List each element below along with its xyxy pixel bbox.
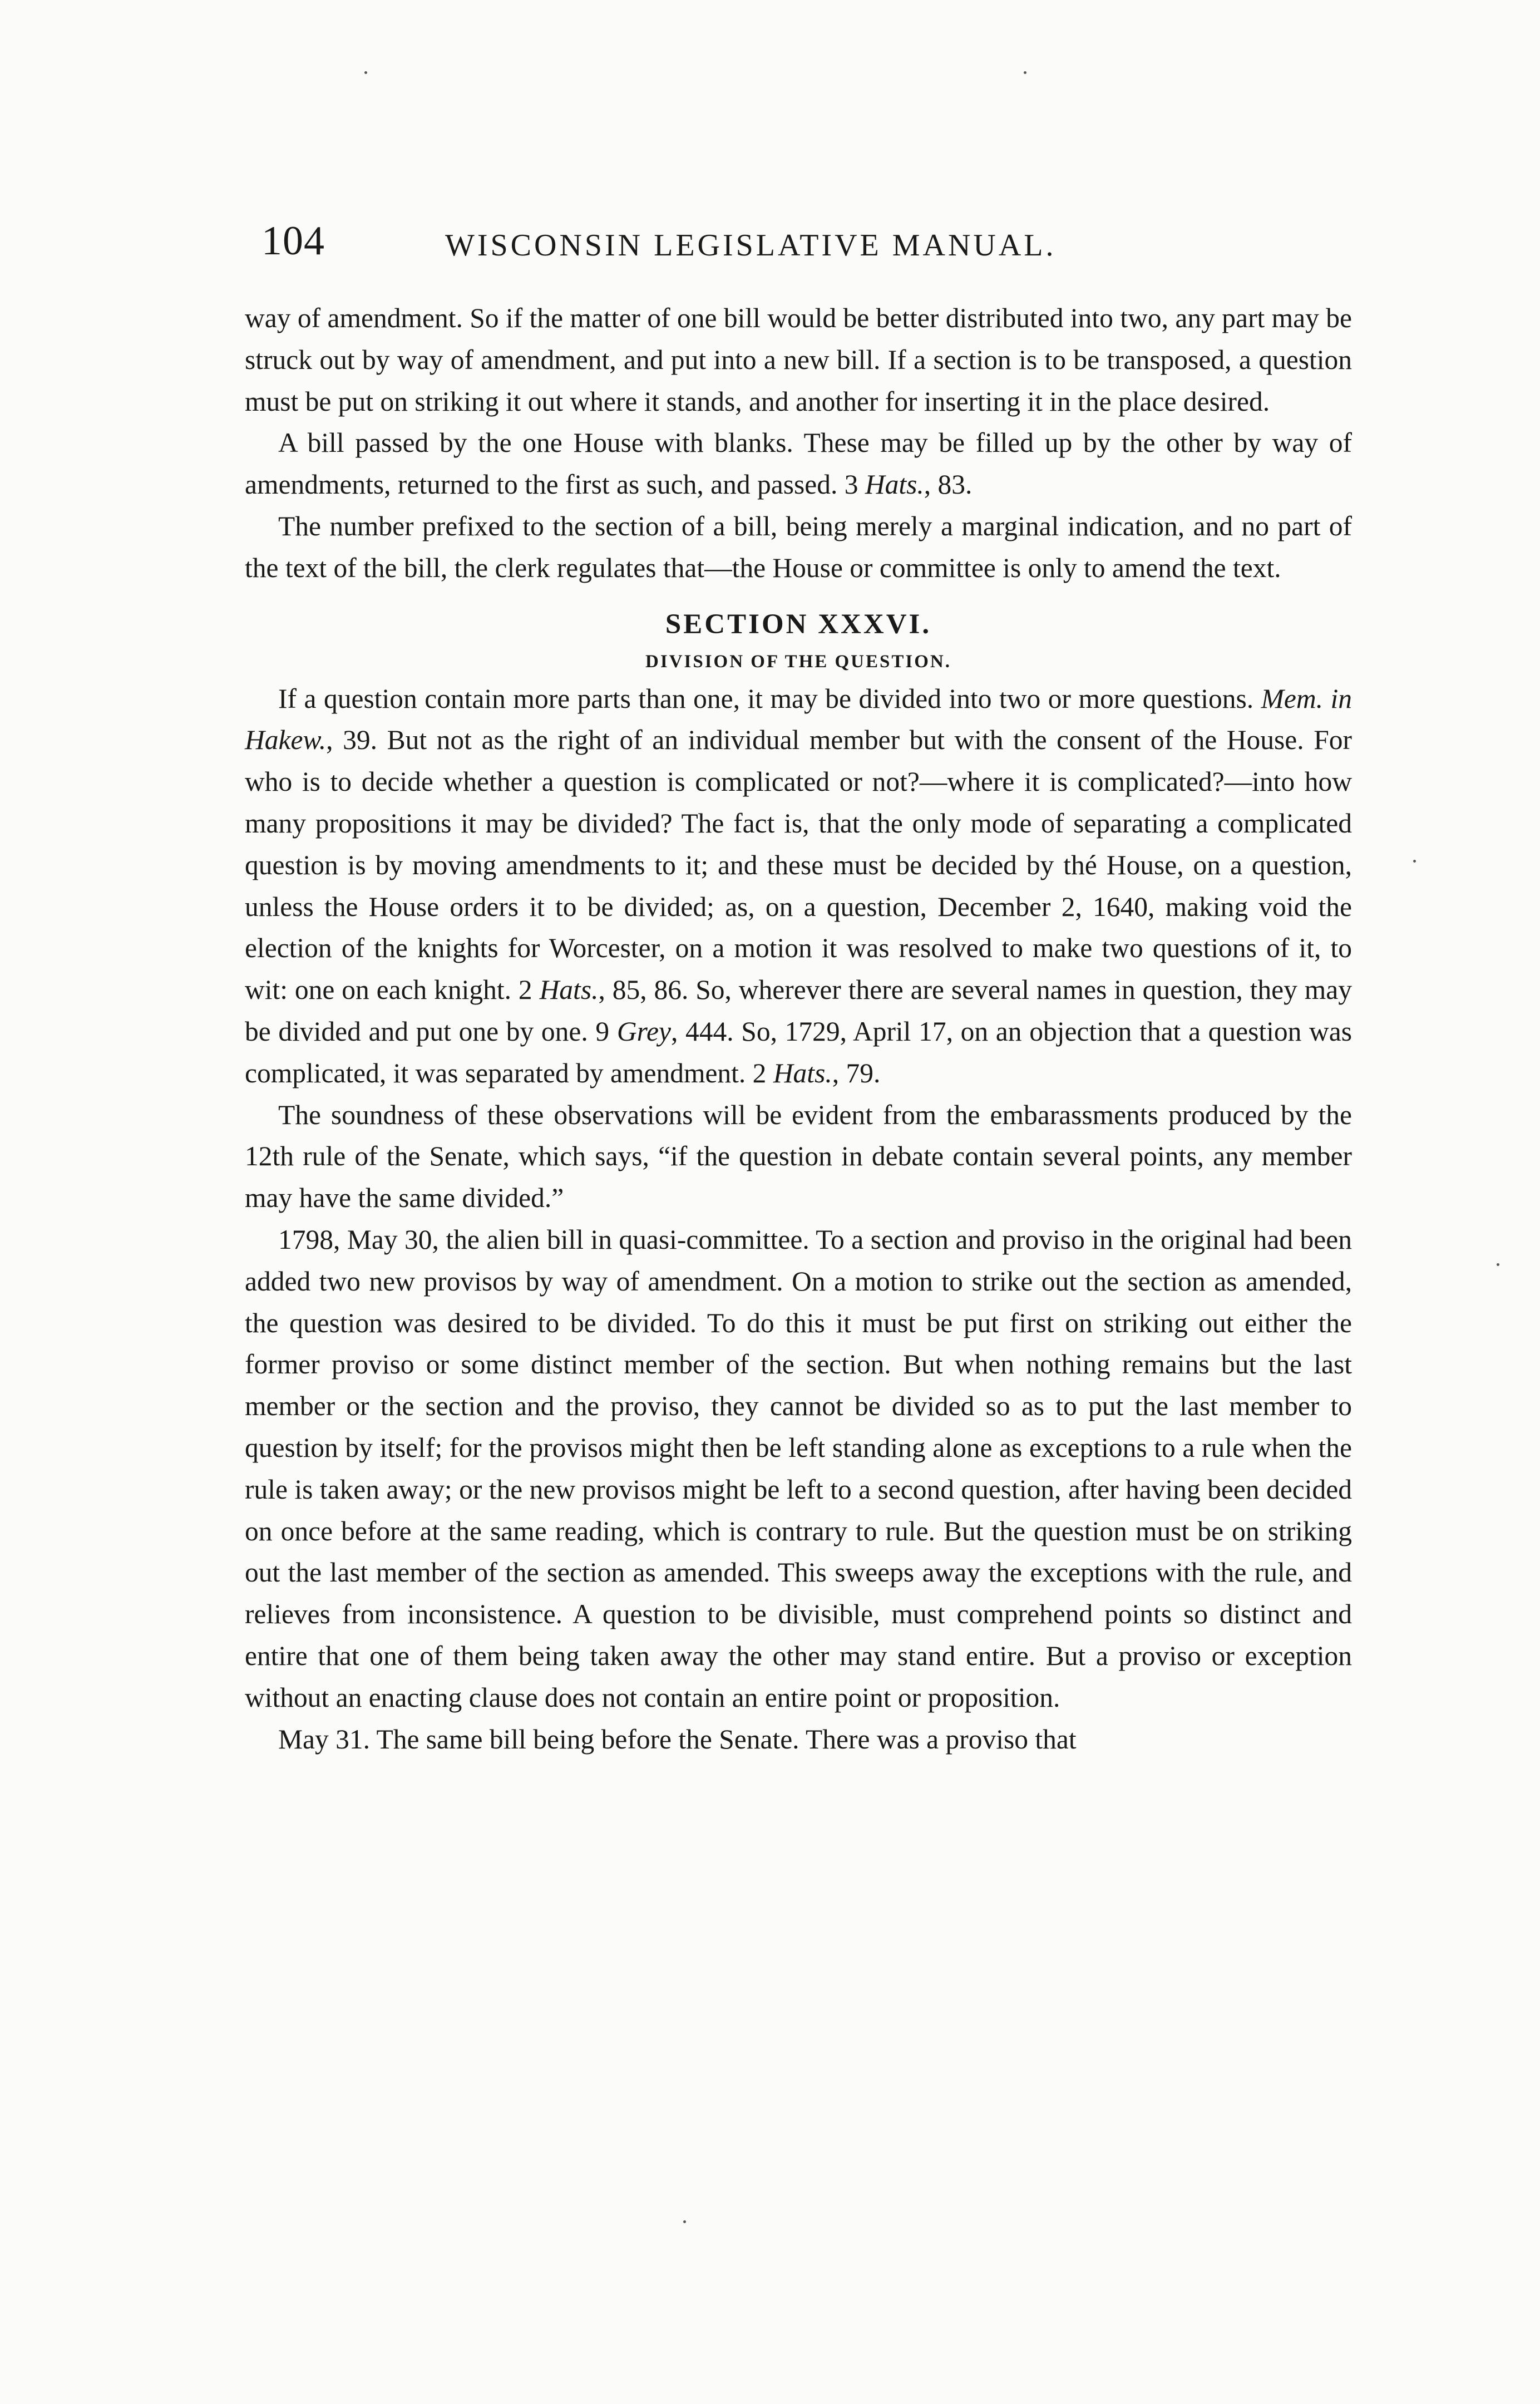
paragraph-bill-with-blanks: [245, 422, 1352, 506]
citation: Hats.: [865, 469, 924, 500]
paragraph-alien-bill: 1798, May 30, the alien bill in quasi-committee. To a section and proviso in the original had been added two new provisos by way of amendment. On a motion to strike out the section as amended, the question was desired to be divided. To do this it must be put first on striking out either the former proviso or some distinct member of the section. But when nothing remains but the last member or the section and the proviso, they cannot be divided so as to put the last member to question by itself; for the provisos might then be left standing alone as exceptions to a rule when the rule is taken away; or the new provisos might be left to a second question, after having been decided on once before at the same reading, which is contrary to rule. But the question must be on striking out the last member of the section as amended. This sweeps away the exceptions with the rule, and relieves from inconsistence. A question to be divisible, must comprehend points so distinct and entire that one of them being taken away the other may stand entire. But a proviso or exception without an enacting clause does not contain an entire point or proposition.: [245, 1224, 1352, 1713]
citation: Hats.: [539, 974, 599, 1006]
text-run: , 85, 86. So, wherever there are several names in question, they may be divided and put one by one. 9: [245, 974, 1352, 1047]
text-run: , 79.: [832, 1057, 881, 1088]
text-run: , 444. So, 1729, April 17, on an objection that a question was complicated, it was separated by amendment. 2: [245, 1016, 1352, 1088]
page-header: [261, 210, 1352, 272]
scan-speck: [1497, 1263, 1499, 1266]
paragraph-section-number: The number prefixed to the section of a bill, being merely a marginal indication, and no part of the text of the bill, the clerk regulates that—the House or committee is only to amend the text.: [245, 510, 1352, 583]
scan-speck: [1024, 71, 1026, 74]
citation: Hats.: [773, 1057, 832, 1088]
page-body: [245, 298, 1352, 1760]
citation: Mem. in Hakew.: [245, 683, 1352, 756]
citation: Grey: [616, 1016, 671, 1047]
scan-speck: [364, 71, 367, 74]
paragraph-may-31: May 31. The same bill being before the Senate. There was a proviso that: [278, 1723, 1077, 1755]
section-heading: SECTION XXXVI.: [665, 608, 932, 640]
page-number: 104: [261, 218, 325, 264]
text-run: A bill passed by the one House with blanks. These may be filled up by the other by way of amendments, returned to the first as such, and passed. 3: [245, 427, 1352, 500]
paragraph-division-of-question: [245, 678, 1352, 1095]
scan-speck: [1413, 860, 1416, 863]
text-run: , 83.: [924, 469, 973, 500]
scan-speck: [683, 2220, 686, 2223]
paragraph-senate-rule: The soundness of these observations will be evident from the embarassments produced by the 12th rule of the Senate, which says, “if the question in debate contain several points, any member may have the same divided.”: [245, 1099, 1352, 1214]
text-run: , 39. But not as the right of an individual member but with the consent of the House. For who is to decide whether a question is complicated or not?—where it is complicated?—into how many propositions it may be divided? The fact is, that the only mode of separating a complicated question is by moving amendments to it; and these must be decided by thé House, on a question, unless the House orders it to be divided; as, on a question, December 2, 1640, making void the election of the knights for Worcester, on a motion it was resolved to make two questions of it, to wit: one on each knight. 2: [245, 725, 1352, 1006]
text-run: If a question contain more parts than one, it may be divided into two or more questions.: [278, 683, 1261, 714]
section-subheading: DIVISION OF THE QUESTION.: [645, 651, 951, 672]
running-title: WISCONSIN LEGISLATIVE MANUAL.: [445, 228, 1057, 263]
paragraph-amendment-continuation: way of amendment. So if the matter of one bill would be better distributed into two, any part may be struck out by way of amendment, and put into a new bill. If a section is to be transposed, a question must be put on striking it out where it stands, and another for inserting it in the place desired.: [245, 303, 1352, 417]
